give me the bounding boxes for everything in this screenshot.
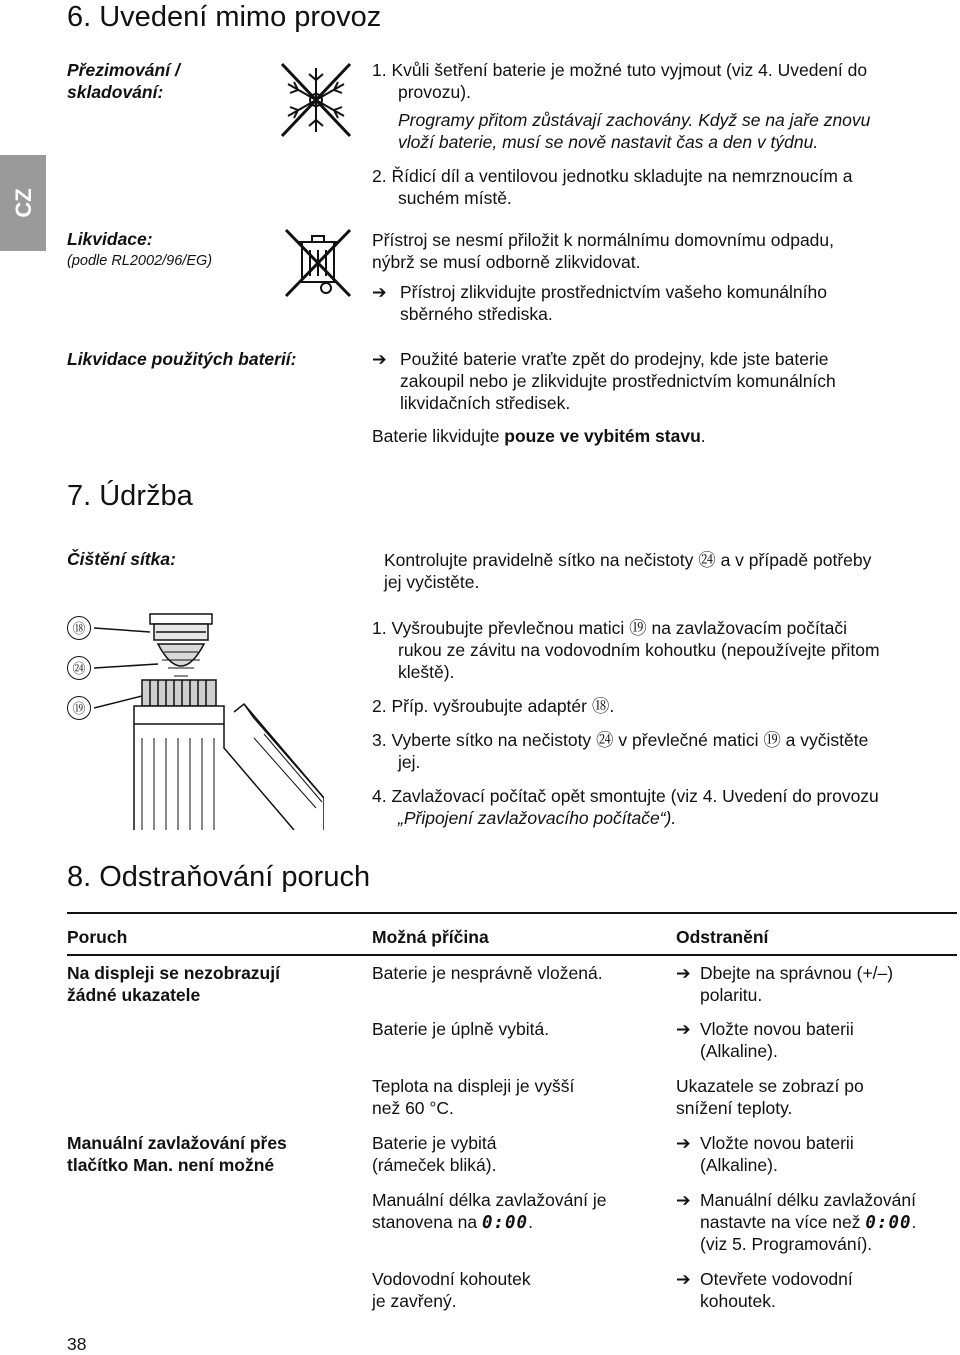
disposal-label: Likvidace: bbox=[67, 229, 153, 249]
row4-problem-line1: Manuální zavlažování přes bbox=[67, 1133, 287, 1153]
step-1-line1: 1. Vyšroubujte převlečnou matici ⑲ na zavlažovacím počítači bbox=[372, 618, 847, 638]
row4-arrow-icon: ➔ bbox=[676, 1133, 691, 1153]
batteries-note bbox=[372, 425, 706, 447]
row6-cause-line1: Vodovodní kohoutek bbox=[372, 1269, 531, 1289]
batteries-bullet-line3: likvidačních středisek. bbox=[400, 393, 571, 413]
row4-fix-line1: Vložte novou baterii bbox=[700, 1133, 854, 1153]
step-4-line1: 4. Zavlažovací počítač opět smontujte (viz 4. Uvedení do provozu bbox=[372, 786, 879, 806]
row1-arrow-icon: ➔ bbox=[676, 963, 691, 983]
step-3-line1: 3. Vyberte sítko na nečistoty ㉔ v převlečné matici ⑲ a vyčistěte bbox=[372, 730, 869, 750]
cleaning-intro-line2: jej vyčistěte. bbox=[384, 572, 480, 592]
row5-cause-line2 bbox=[372, 1211, 533, 1234]
page-number: 38 bbox=[67, 1334, 87, 1354]
step-1-line2: rukou ze závitu na vodovodním kohoutku (nepoužívejte přitom bbox=[398, 640, 880, 660]
row5-cause-suffix: . bbox=[528, 1212, 533, 1232]
disposal-bullet-line1: Přístroj zlikvidujte prostřednictvím vašeho komunálního bbox=[400, 282, 827, 302]
row4-cause-line1: Baterie je vybitá bbox=[372, 1133, 497, 1153]
row4-problem-line2: tlačítko Man. není možné bbox=[67, 1155, 275, 1175]
row6-fix-line1: Otevřete vodovodní bbox=[700, 1269, 853, 1289]
row1-problem-line2: žádné ukazatele bbox=[67, 985, 201, 1005]
device-illustration bbox=[94, 608, 324, 830]
disposal-sublabel: (podle RL2002/96/EG) bbox=[67, 253, 213, 269]
row5-fix-line3: (viz 5. Programování). bbox=[700, 1234, 873, 1254]
batteries-arrow-icon: ➔ bbox=[372, 349, 387, 369]
row1-problem-line1: Na displeji se nezobrazují bbox=[67, 963, 280, 983]
crossed-snowflake-icon bbox=[276, 60, 356, 140]
row5-fix-prefix: nastavte na více než bbox=[700, 1212, 866, 1232]
table-header-problem: Poruch bbox=[67, 927, 128, 947]
callout-strainer: ㉔ bbox=[67, 656, 91, 680]
batteries-note-suffix: . bbox=[700, 426, 706, 446]
row4-fix-line2: (Alkaline). bbox=[700, 1155, 778, 1175]
winter-item1-line1: 1. Kvůli šetření baterie je možné tuto vyjmout (viz 4. Uvedení do bbox=[372, 60, 868, 80]
row5-arrow-icon: ➔ bbox=[676, 1190, 691, 1210]
batteries-label: Likvidace použitých baterií: bbox=[67, 349, 297, 369]
section-7-title: 7. Údržba bbox=[67, 480, 193, 512]
section-8-title: 8. Odstraňování poruch bbox=[67, 861, 371, 893]
disposal-bullet-line2: sběrného střediska. bbox=[400, 304, 553, 324]
step-2-line1: 2. Příp. vyšroubujte adaptér ⑱. bbox=[372, 696, 615, 716]
row5-fix-suffix: . bbox=[911, 1212, 917, 1232]
table-header-cause: Možná příčina bbox=[372, 927, 489, 947]
row2-fix-line1: Vložte novou baterii bbox=[700, 1019, 854, 1039]
winter-item1-line2: provozu). bbox=[398, 82, 471, 102]
row5-cause-prefix: stanovena na bbox=[372, 1212, 482, 1232]
batteries-note-bold: pouze ve vybitém stavu bbox=[504, 426, 701, 446]
row3-cause-line1: Teplota na displeji je vyšší bbox=[372, 1076, 575, 1096]
row5-fix-line1: Manuální délku zavlažování bbox=[700, 1190, 916, 1210]
row5-cause-line1: Manuální délka zavlažování je bbox=[372, 1190, 607, 1210]
table-header-rule bbox=[67, 954, 957, 956]
language-tab-label: CZ bbox=[11, 188, 36, 218]
winter-item2-line2: suchém místě. bbox=[398, 188, 512, 208]
row3-fix-line2: snížení teploty. bbox=[676, 1098, 793, 1118]
section-6-title: 6. Uvedení mimo provoz bbox=[67, 1, 382, 33]
winter-item1-note1: Programy přitom zůstávají zachovány. Když se na jaře znovu bbox=[398, 110, 871, 130]
row5-fix-display: 0:00 bbox=[865, 1213, 912, 1233]
row3-fix-line1: Ukazatele se zobrazí po bbox=[676, 1076, 864, 1096]
table-header-fix: Odstranění bbox=[676, 927, 769, 947]
cleaning-intro-line1: Kontrolujte pravidelně sítko na nečistoty ㉔ a v případě potřeby bbox=[384, 550, 872, 570]
batteries-bullet-line1: Použité baterie vraťte zpět do prodejny, kde jste baterie bbox=[400, 349, 829, 369]
step-4-line2: „Připojení zavlažovacího počítače“). bbox=[398, 808, 677, 828]
winter-item1-note2: vloží baterie, musí se nově nastavit čas a den v týdnu. bbox=[398, 132, 819, 152]
winter-label-line1: Přezimování / bbox=[67, 60, 180, 80]
row3-cause-line2: než 60 °C. bbox=[372, 1098, 454, 1118]
winter-label-line2: skladování: bbox=[67, 82, 164, 102]
row4-cause-line2: (rámeček bliká). bbox=[372, 1155, 497, 1175]
row6-cause-line2: je zavřený. bbox=[372, 1291, 457, 1311]
row6-arrow-icon: ➔ bbox=[676, 1269, 691, 1289]
row6-fix-line2: kohoutek. bbox=[700, 1291, 776, 1311]
row2-cause-line1: Baterie je úplně vybitá. bbox=[372, 1019, 550, 1039]
row5-cause-display: 0:00 bbox=[481, 1213, 529, 1233]
winter-item2-line1: 2. Řídicí díl a ventilovou jednotku skladujte na nemrznoucím a bbox=[372, 166, 853, 186]
crossed-bin-icon bbox=[278, 226, 358, 300]
batteries-bullet-line2: zakoupil nebo je zlikvidujte prostřednictvím komunálních bbox=[400, 371, 836, 391]
table-top-rule bbox=[67, 912, 957, 914]
row2-arrow-icon: ➔ bbox=[676, 1019, 691, 1039]
cleaning-label: Čištění sítka: bbox=[67, 549, 176, 569]
step-3-line2: jej. bbox=[398, 752, 421, 772]
row2-fix-line2: (Alkaline). bbox=[700, 1041, 778, 1061]
disposal-text-line1: Přístroj se nesmí přiložit k normálnímu domovnímu odpadu, bbox=[372, 230, 834, 250]
disposal-arrow-icon: ➔ bbox=[372, 282, 387, 302]
row1-cause-line1: Baterie je nesprávně vložená. bbox=[372, 963, 603, 983]
row1-fix-line1: Dbejte na správnou (+/–) bbox=[700, 963, 894, 983]
step-1-line3: kleště). bbox=[398, 662, 455, 682]
callout-adapter: ⑱ bbox=[67, 616, 91, 640]
row1-fix-line2: polaritu. bbox=[700, 985, 763, 1005]
batteries-note-prefix: Baterie likvidujte bbox=[372, 426, 505, 446]
callout-nut: ⑲ bbox=[67, 696, 91, 720]
disposal-text-line2: nýbrž se musí odborně zlikvidovat. bbox=[372, 252, 641, 272]
row5-fix-line2 bbox=[700, 1211, 916, 1234]
